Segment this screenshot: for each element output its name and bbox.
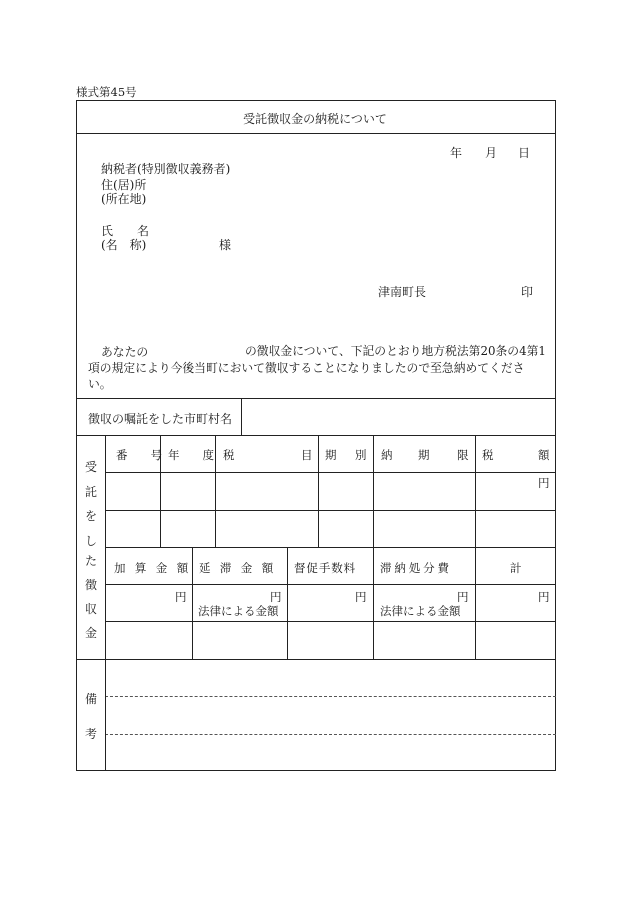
remarks-label-char: 備	[84, 692, 97, 706]
location-label: (所在地)	[101, 192, 147, 206]
remarks-dashed-line	[105, 734, 556, 735]
header-delinquency-charge: 延 滞 金 額	[199, 561, 277, 575]
disposal-legal-amount: 法律による金額	[380, 604, 461, 618]
form-number: 様式第45号	[76, 85, 137, 99]
header-deadline: 納	[381, 448, 393, 462]
table1-row-divider	[105, 510, 556, 511]
table2-col-divider	[192, 547, 193, 659]
side-label-char: 金	[84, 626, 97, 640]
date-day: 日	[518, 146, 531, 160]
table1-bottom-divider	[105, 547, 556, 548]
notice-divider	[76, 398, 556, 399]
header-tax-item: 税	[223, 448, 235, 462]
side-label-char: 受	[84, 460, 97, 474]
header-tax-amount: 税	[482, 448, 494, 462]
title-divider	[76, 133, 556, 134]
header-period: 期	[325, 448, 337, 462]
table2-header-divider	[105, 584, 556, 585]
corporate-name-label: (名 称)	[101, 238, 147, 252]
municipality-divider	[76, 435, 556, 436]
header-demand-fee: 督促手数料	[294, 561, 357, 575]
notice-lead: あなたの	[101, 345, 149, 359]
honorific: 様	[219, 238, 232, 252]
date-year: 年	[450, 146, 463, 160]
tax-amount-unit: 円	[538, 476, 550, 490]
table-col-divider	[373, 435, 374, 659]
municipality-field-divider	[241, 398, 242, 435]
table1-header-divider	[105, 472, 556, 473]
name-label: 氏 名	[101, 224, 150, 238]
delinquency-unit: 円	[270, 590, 282, 604]
side-label-char: 収	[84, 602, 97, 616]
table2-row-divider	[105, 621, 556, 622]
remarks-dashed-line	[105, 696, 556, 697]
header-fiscal-year: 年 度	[168, 448, 220, 462]
remarks-divider	[76, 659, 556, 660]
disposal-cost-unit: 円	[457, 590, 469, 604]
side-label-char: た	[84, 554, 97, 568]
notice-text: の徴収金について、下記のとおり地方税法第20条の4第1項の規定により今後当町において徴収することになりましたので至急納めてください。	[88, 344, 546, 391]
header-deadline: 限	[457, 448, 469, 462]
municipality-label: 徴収の嘱託をした市町村名	[88, 412, 233, 426]
total-unit: 円	[538, 590, 550, 604]
date-month: 月	[485, 146, 498, 160]
table1-col-divider	[318, 435, 319, 547]
header-number: 番 号	[116, 448, 168, 462]
header-deadline: 期	[418, 448, 430, 462]
side-label-char: し	[84, 534, 97, 548]
header-tax-item: 目	[301, 448, 313, 462]
header-total: 計	[510, 561, 522, 575]
additional-tax-unit: 円	[175, 590, 187, 604]
taxpayer-label: 納税者(特別徴収義務者)	[101, 162, 231, 176]
side-label-divider	[105, 435, 106, 771]
table-col-divider	[475, 435, 476, 659]
remarks-label-char: 考	[84, 727, 97, 741]
side-label-char: を	[84, 509, 97, 523]
address-label: 住(居)所	[101, 178, 147, 192]
header-tax-amount: 額	[538, 448, 550, 462]
header-disposal-cost: 滞納処分費	[380, 561, 452, 575]
delinquency-legal-amount: 法律による金額	[198, 604, 279, 618]
header-additional-tax: 加 算 金 額	[114, 561, 192, 575]
header-period: 別	[355, 448, 367, 462]
table2-col-divider	[287, 547, 288, 659]
seal-mark: 印	[521, 285, 534, 299]
side-label-char: 徴	[84, 578, 97, 592]
side-label-char: 託	[84, 485, 97, 499]
issuer-title: 津南町長	[378, 285, 427, 299]
demand-fee-unit: 円	[355, 590, 367, 604]
document-title: 受託徴収金の納税について	[243, 112, 387, 126]
